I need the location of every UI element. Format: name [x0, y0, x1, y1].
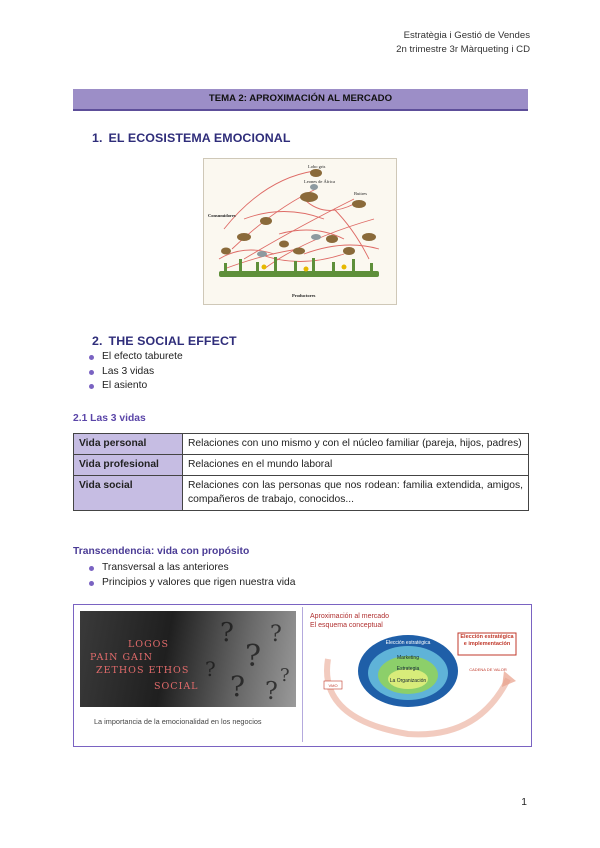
list-item: El asiento: [88, 379, 183, 394]
fig-label-top2: Leones de África: [304, 179, 335, 184]
ring-core-label: La Organización: [389, 678, 427, 684]
svg-text:?: ?: [205, 657, 216, 681]
ring-label-1: Elección estratégica: [385, 640, 431, 646]
svg-text:?: ?: [245, 639, 262, 674]
svg-text:?: ?: [265, 677, 278, 705]
row-key: Vida social: [74, 476, 183, 511]
row-key: Vida personal: [74, 434, 183, 455]
list-item: Principios y valores que rigen nuestra vida: [88, 576, 295, 591]
list-item: Transversal a las anteriores: [88, 561, 295, 576]
bullet-icon: [89, 566, 94, 571]
svg-text:?: ?: [270, 622, 282, 647]
conceptual-scheme-slide: [308, 609, 526, 742]
three-lives-table: [73, 433, 529, 511]
ecosystem-figure: [203, 158, 397, 305]
fig-label-bottom: Productores: [292, 293, 316, 298]
emotional-business-slide: [80, 611, 296, 732]
scheme-title-1: Aproximación al mercado: [310, 613, 389, 620]
question-marks-graphic: [80, 611, 296, 707]
section-1-title: EL ECOSISTEMA EMOCIONAL: [108, 131, 291, 145]
fig-label-left: Consumidores: [208, 213, 236, 218]
images-panel: [73, 604, 532, 747]
page-number: 1: [521, 797, 527, 808]
list-item: El efecto taburete: [88, 350, 183, 365]
slide-word-4: SOCIAL: [154, 681, 199, 692]
svg-text:?: ?: [220, 618, 234, 648]
question-marks-image: [80, 611, 296, 707]
table-row: [74, 434, 529, 455]
slide-word-3: ZETHOS ETHOS: [96, 665, 190, 676]
list-item: Las 3 vidas: [88, 365, 183, 380]
section-2-heading: [92, 334, 237, 348]
page-header: [396, 29, 530, 57]
vmo-label: VMO: [328, 683, 338, 688]
header-course: 2n trimestre 3r Màrqueting i CD: [396, 44, 530, 55]
transcendence-title: Transcendencia: vida con propósito: [73, 546, 250, 557]
section-2-title: THE SOCIAL EFFECT: [108, 334, 237, 348]
svg-text:?: ?: [230, 670, 246, 703]
section-1-heading: [92, 131, 291, 145]
social-effect-list: [88, 350, 183, 394]
ring-label-2: Marketing: [397, 655, 419, 661]
ring-label-3: Estrategia: [396, 666, 420, 672]
conceptual-scheme-diagram: [308, 609, 526, 742]
table-row: [74, 455, 529, 476]
strategy-box-label: Elección estratégica e implementación: [460, 634, 514, 647]
topic-title-bar: TEMA 2: APROXIMACIÓN AL MERCADO: [73, 89, 528, 111]
transcendence-list: [88, 561, 295, 590]
row-value: Relaciones con las personas que nos rodean: familia extendida, amigos, compañeros de trabajo, conocidos...: [183, 476, 529, 511]
svg-text:?: ?: [280, 665, 290, 686]
section-1-number: 1.: [92, 131, 103, 145]
bullet-icon: [89, 370, 94, 375]
slide-caption: La importancia de la emocionalidad en los negocios: [94, 717, 262, 726]
fig-label-right: Buitres: [354, 191, 367, 196]
section-2-number: 2.: [92, 334, 103, 348]
panel-divider: [302, 607, 303, 742]
table-row: [74, 476, 529, 511]
row-key: Vida profesional: [74, 455, 183, 476]
scheme-title-2: El esquema conceptual: [310, 622, 383, 629]
bullet-icon: [89, 355, 94, 360]
slide-word-1: LOGOS: [128, 639, 169, 650]
row-value: Relaciones en el mundo laboral: [183, 455, 529, 476]
row-value: Relaciones con uno mismo y con el núcleo familiar (pareja, hijos, padres): [183, 434, 529, 455]
slide-word-2: PAIN GAIN: [90, 652, 153, 663]
fig-label-top: Lobo gris: [308, 164, 326, 169]
bullet-icon: [89, 581, 94, 586]
header-subject: Estratègia i Gestió de Vendes: [403, 30, 530, 41]
value-chain-label: CADENA DE VALOR: [469, 667, 507, 672]
food-web-diagram: [204, 159, 396, 304]
bullet-icon: [89, 384, 94, 389]
subsection-2-1-title: 2.1 Las 3 vidas: [73, 413, 146, 424]
